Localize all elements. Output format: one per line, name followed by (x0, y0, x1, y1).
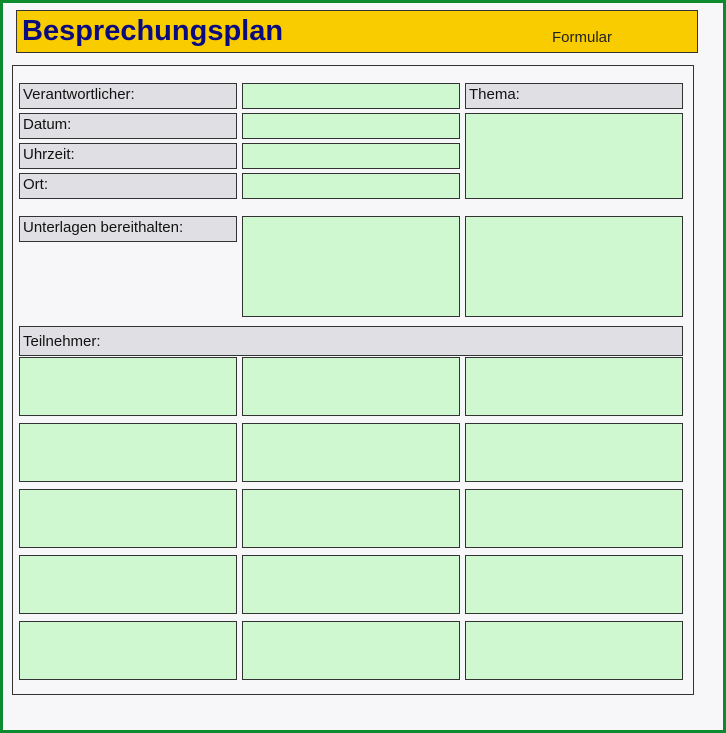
teilnehmer-field[interactable] (465, 357, 683, 416)
ort-label: Ort: (19, 173, 237, 199)
unterlagen-field-1[interactable] (242, 216, 460, 317)
datum-label: Datum: (19, 113, 237, 139)
teilnehmer-field[interactable] (19, 489, 237, 548)
page-subtitle: Formular (552, 29, 613, 46)
header-bar (16, 10, 698, 53)
datum-field[interactable] (242, 113, 460, 139)
teilnehmer-field[interactable] (19, 423, 237, 482)
teilnehmer-field[interactable] (465, 489, 683, 548)
teilnehmer-field[interactable] (19, 357, 237, 416)
ort-field[interactable] (242, 173, 460, 199)
teilnehmer-field[interactable] (242, 555, 460, 614)
uhrzeit-field[interactable] (242, 143, 460, 169)
page-title: Besprechungsplan (22, 15, 284, 47)
teilnehmer-field[interactable] (242, 621, 460, 680)
teilnehmer-field[interactable] (19, 621, 237, 680)
teilnehmer-field[interactable] (465, 423, 683, 482)
thema-field[interactable] (465, 113, 683, 199)
teilnehmer-field[interactable] (465, 621, 683, 680)
teilnehmer-field[interactable] (242, 357, 460, 416)
teilnehmer-field[interactable] (242, 489, 460, 548)
unterlagen-label: Unterlagen bereithalten: (19, 216, 237, 242)
verantwortlicher-label: Verantwortlicher: (19, 83, 237, 109)
uhrzeit-label: Uhrzeit: (19, 143, 237, 169)
verantwortlicher-field[interactable] (242, 83, 460, 109)
unterlagen-field-2[interactable] (465, 216, 683, 317)
teilnehmer-label: Teilnehmer: (19, 326, 683, 356)
teilnehmer-field[interactable] (242, 423, 460, 482)
thema-label: Thema: (465, 83, 683, 109)
teilnehmer-field[interactable] (19, 555, 237, 614)
teilnehmer-field[interactable] (465, 555, 683, 614)
